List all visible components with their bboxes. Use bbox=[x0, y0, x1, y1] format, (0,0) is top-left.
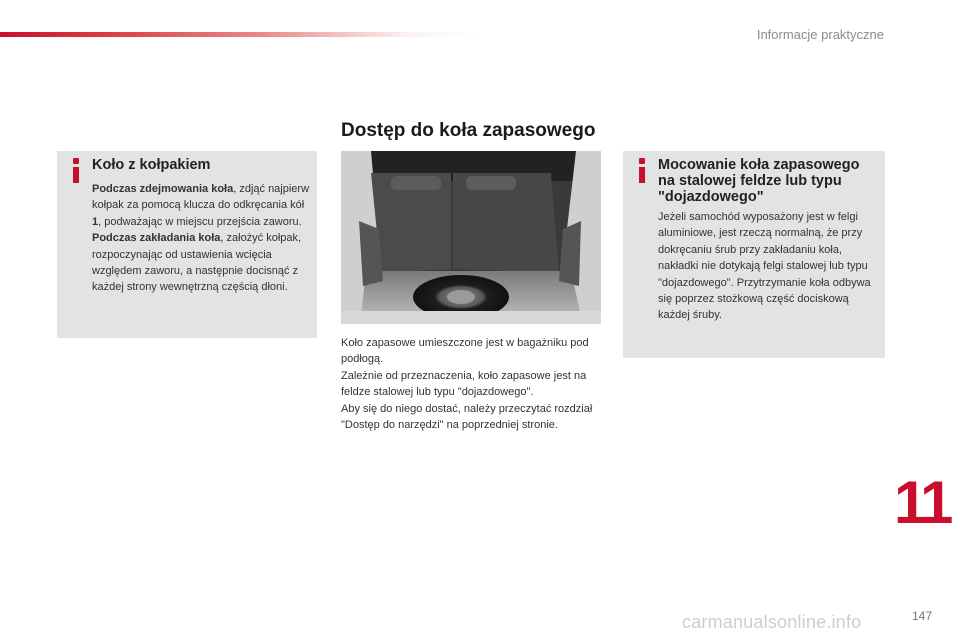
text-run: , podważając w miejscu przejścia zaworu. bbox=[98, 215, 302, 228]
info-icon bbox=[71, 158, 81, 184]
title-line: Mocowanie koła zapasowego bbox=[658, 157, 860, 173]
section-title: Informacje praktyczne bbox=[756, 27, 884, 42]
paragraph: Zależnie od przeznaczenia, koło zapasowe jest na feldze stalowej lub typu "dojazdowego". bbox=[341, 369, 587, 399]
paragraph: Koło zapasowe umieszczone jest w bagażniku pod podłogą. bbox=[341, 337, 589, 366]
bold-number: 1 bbox=[92, 215, 99, 228]
page-title: Dostęp do koła zapasowego bbox=[341, 120, 596, 141]
trunk-illustration bbox=[341, 151, 601, 324]
watermark: carmanualsonline.info bbox=[682, 612, 862, 632]
paragraph: Aby się do niego dostać, należy przeczytać rozdział "Dostęp do narzędzi" na poprzedniej stronie. bbox=[341, 402, 593, 432]
panel-title bbox=[658, 157, 859, 205]
panel-text: Jeżeli samochód wyposażony jest w felgi aluminiowe, jest rzeczą normalną, że przy dokręcaniu śrub przy zakładaniu koła, nakładki nie dotykają felgi stalowej lub typu "dojazdowego". Przytrzymanie koła odbywa się poprzez stożkową część dociskową każdej śruby. bbox=[658, 211, 871, 322]
title-line: na stalowej feldze lub typu bbox=[658, 173, 842, 189]
header-accent-bar bbox=[0, 32, 480, 37]
text-run: , założyć kołpak, rozpoczynając od ustawienia wcięcia względem zaworu, a następnie docisnąć z każdej strony wewnętrzną częścią dłoni. bbox=[92, 232, 302, 294]
panel-text bbox=[92, 181, 314, 296]
bold-lead: Podczas zdejmowania koła bbox=[92, 183, 234, 195]
panel-title: Koło z kołpakiem bbox=[92, 157, 211, 173]
text-run: , zdjąć najpierw kołpak za pomocą klucza do odkręcania kół bbox=[92, 183, 310, 212]
info-panel-steel-wheel bbox=[623, 151, 885, 358]
spare-wheel-description bbox=[341, 335, 606, 433]
page-number: 147 bbox=[912, 609, 933, 623]
trunk-photo bbox=[341, 151, 601, 324]
bold-lead: Podczas zakładania koła bbox=[92, 232, 221, 245]
chapter-number: 11 bbox=[894, 469, 950, 536]
info-panel-hubcap bbox=[57, 151, 317, 338]
info-icon bbox=[637, 158, 647, 184]
title-line: "dojazdowego" bbox=[658, 189, 764, 205]
